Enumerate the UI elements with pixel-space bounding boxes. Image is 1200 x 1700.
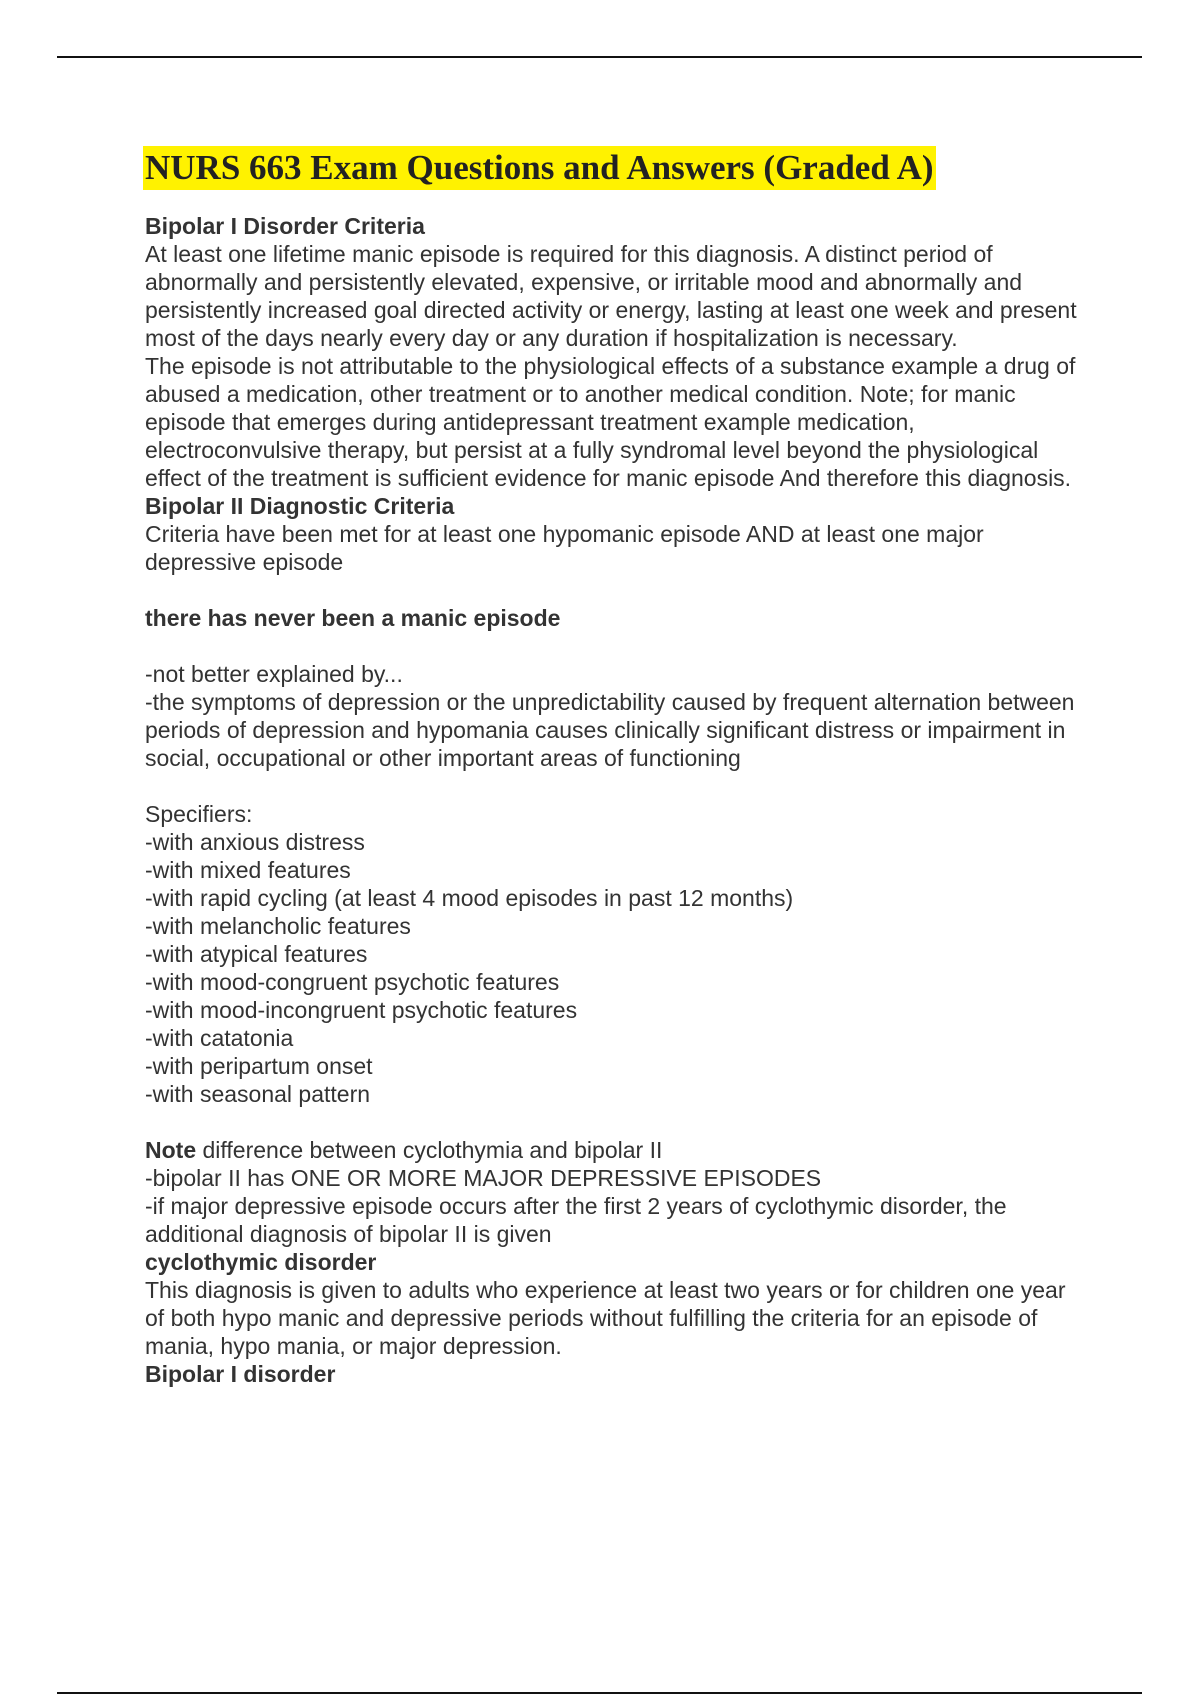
specifier-item: -with melancholic features [145, 913, 411, 939]
bipolar2-not-better: -not better explained by... [145, 661, 403, 687]
bottom-rule [57, 1692, 1142, 1694]
specifier-item: -with mixed features [145, 857, 351, 883]
specifier-item: -with peripartum onset [145, 1053, 373, 1079]
bipolar1-paragraph-2: The episode is not attributable to the physiological effects of a substance example a drug of abused a medication, other treatment or to another medical condition. Note; for manic episode that emerges during antidepressant treatment example medication, electroconvulsive therapy, but persist at a fully syndromal level beyond the physiological effect of the treatment is sufficient evidence for manic episode And therefore this diagnosis. [145, 353, 1076, 491]
specifier-item: -with catatonia [145, 1025, 294, 1051]
bipolar1-disorder-heading: Bipolar I disorder [145, 1361, 336, 1387]
page-title: NURS 663 Exam Questions and Answers (Graded A) [143, 146, 936, 190]
cyclothymic-heading: cyclothymic disorder [145, 1249, 377, 1275]
bipolar2-paragraph-1: Criteria have been met for at least one hypomanic episode AND at least one major depressive episode [145, 521, 984, 575]
specifier-item: -with atypical features [145, 941, 368, 967]
note-cyclothymic: -if major depressive episode occurs after the first 2 years of cyclothymic disorder, the additional diagnosis of bipolar II is given [145, 1193, 1007, 1247]
note-bipolar2: -bipolar II has ONE OR MORE MAJOR DEPRESSIVE EPISODES [145, 1165, 822, 1191]
cyclothymic-text: This diagnosis is given to adults who experience at least two years or for children one year of both hypo manic and depressive periods without fulfilling the criteria for an episode of mania, hypo mania, or major depression. [145, 1277, 1066, 1359]
specifier-item: -with anxious distress [145, 829, 365, 855]
specifier-item: -with rapid cycling (at least 4 mood episodes in past 12 months) [145, 885, 794, 911]
note-label: Note [145, 1137, 197, 1163]
specifiers-label: Specifiers: [145, 801, 253, 827]
bipolar2-symptoms: -the symptoms of depression or the unpredictability caused by frequent alternation between periods of depression and hypomania causes clinically significant distress or impairment in social, occupational or other important areas of functioning [145, 689, 1075, 771]
specifier-item: -with mood-congruent psychotic features [145, 969, 560, 995]
top-rule [57, 56, 1142, 58]
specifier-item: -with seasonal pattern [145, 1081, 371, 1107]
bipolar1-heading: Bipolar I Disorder Criteria [145, 213, 425, 239]
bipolar2-heading: Bipolar II Diagnostic Criteria [145, 493, 455, 519]
note-line [145, 1136, 1090, 1164]
document-body [145, 146, 1090, 1388]
note-text: difference between cyclothymia and bipolar II [196, 1137, 663, 1163]
specifier-item: -with mood-incongruent psychotic features [145, 997, 578, 1023]
bipolar1-paragraph-1: At least one lifetime manic episode is required for this diagnosis. A distinct period of abnormally and persistently elevated, expensive, or irritable mood and abnormally and persistently increased goal directed activity or energy, lasting at least one week and present most of the days nearly every day or any duration if hospitalization is necessary. [145, 241, 1077, 351]
bipolar2-never-manic: there has never been a manic episode [145, 605, 561, 631]
